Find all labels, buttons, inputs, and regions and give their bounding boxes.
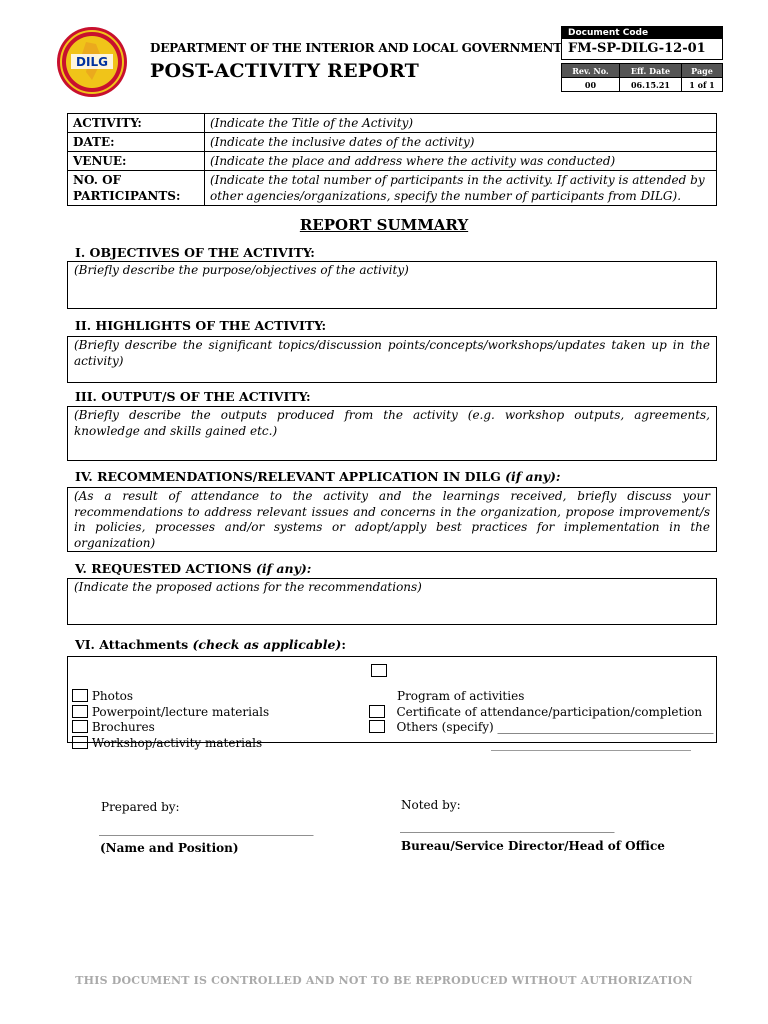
section-requested-actions-title [75,561,311,576]
noted-by-role: Bureau/Service Director/Head of Office [401,839,665,853]
rev-no-header: Rev. No. [562,64,620,78]
section-title-text: V. REQUESTED ACTIONS [75,561,256,576]
list-item [72,736,269,752]
section-recommendations-title [75,469,561,484]
section-title-text: VI. Attachments [75,637,193,652]
highlights-field[interactable]: (Briefly describe the significant topics/discussion points/concepts/workshops/updates taken up in the activity) [67,336,717,383]
section-highlights-title [75,318,326,333]
eff-date-header: Eff. Date [619,64,681,78]
list-item [369,689,714,705]
activity-label: ACTIVITY: [68,114,205,133]
venue-field[interactable]: (Indicate the place and address where the activity was conducted) [205,152,717,171]
checkbox-certificate[interactable] [369,705,385,718]
dilg-logo [56,24,128,100]
page-title: POST-ACTIVITY REPORT [150,60,419,82]
noted-by-label: Noted by: [401,798,461,812]
document-code-label: Document Code [562,27,722,39]
checkbox-label: Workshop/activity materials [91,735,263,750]
section-note: (if any): [505,469,561,484]
attachments-left-list [72,689,269,751]
section-title-text: III. OUTPUT/S OF THE ACTIVITY: [75,389,311,404]
participants-label: NO. OF PARTICIPANTS: [68,171,205,206]
checkbox-label: Powerpoint/lecture materials [91,704,270,719]
activity-field[interactable]: (Indicate the Title of the Activity) [205,114,717,133]
list-item [72,705,269,721]
list-item [72,720,269,736]
document-code-box [561,26,723,60]
page-value: 1 of 1 [682,78,723,92]
checkbox-powerpoint[interactable] [72,705,88,718]
department-name: DEPARTMENT OF THE INTERIOR AND LOCAL GOVERNMENT [150,41,562,55]
attachments-right-list [369,689,714,736]
table-row [68,114,717,133]
report-summary-title: REPORT SUMMARY [299,216,469,234]
activity-info-table [67,113,717,206]
document-code-value: FM-SP-DILG-12-01 [568,41,706,56]
checkbox-label: Brochures [91,720,155,734]
date-field[interactable]: (Indicate the inclusive dates of the activity) [205,133,717,152]
requested-actions-field[interactable]: (Indicate the proposed actions for the recommendations) [67,578,717,625]
checkbox-label: Certificate of attendance/participation/completion [396,704,703,719]
footer-notice: THIS DOCUMENT IS CONTROLLED AND NOT TO BE REPRODUCED WITHOUT AUTHORIZATION [75,974,693,987]
table-row [68,133,717,152]
outputs-field[interactable]: (Briefly describe the outputs produced from the activity (e.g. workshop outputs, agreements, knowledge and skills gained etc.) [67,406,717,461]
prepared-by-signature-line[interactable]: _______________________________________ [99,823,314,836]
rev-no-value: 00 [562,78,620,92]
section-objectives-title [75,245,315,260]
participants-field[interactable]: (Indicate the total number of participants in the activity. If activity is attended by other agencies/organizations, specify the number of participants from DILG). [205,171,717,206]
list-item [369,720,714,736]
section-note: (if any): [256,561,312,576]
list-item [369,705,714,721]
prepared-by-label: Prepared by: [101,800,180,814]
section-note: (check as applicable) [192,637,342,652]
date-label: DATE: [68,133,205,152]
table-row [68,152,717,171]
checkbox-label: Program of activities [397,689,525,703]
checkbox-brochures[interactable] [72,720,88,733]
logo-text: DILG [76,55,108,69]
section-outputs-title [75,389,311,404]
page-header: Page [682,64,723,78]
document-meta-table [561,63,723,92]
section-title-text: IV. RECOMMENDATIONS/RELEVANT APPLICATION IN DILG [75,469,506,484]
checkbox-workshop[interactable] [72,736,88,749]
section-attachments-title: VI. Attachments (check as applicable): [75,637,346,652]
recommendations-field[interactable]: (As a result of attendance to the activity and the learnings received, briefly discuss your recommendations to address relevant issues and concerns in the organization, propose improvement/s in policies, processes and/or systems or adopt/apply best practices for implementation in the organization) [67,487,717,552]
specify-extra-line: ________________________________________ [491,740,691,751]
list-item [72,689,269,705]
table-row [68,171,717,206]
checkbox-others[interactable] [369,720,385,733]
checkbox-label: Others (specify) ____________________________________ [396,720,714,734]
section-title-text: II. HIGHLIGHTS OF THE ACTIVITY: [75,318,327,333]
eff-date-value: 06.15.21 [619,78,681,92]
objectives-field[interactable]: (Briefly describe the purpose/objectives of the activity) [67,261,717,309]
venue-label: VENUE: [68,152,205,171]
prepared-by-role: (Name and Position) [100,841,239,855]
checkbox-photos[interactable] [72,689,88,702]
checkbox[interactable] [371,664,387,677]
noted-by-signature-line[interactable]: _______________________________________ [400,820,615,833]
checkbox-label: Photos [91,689,134,703]
section-title-text: I. OBJECTIVES OF THE ACTIVITY: [75,245,315,260]
